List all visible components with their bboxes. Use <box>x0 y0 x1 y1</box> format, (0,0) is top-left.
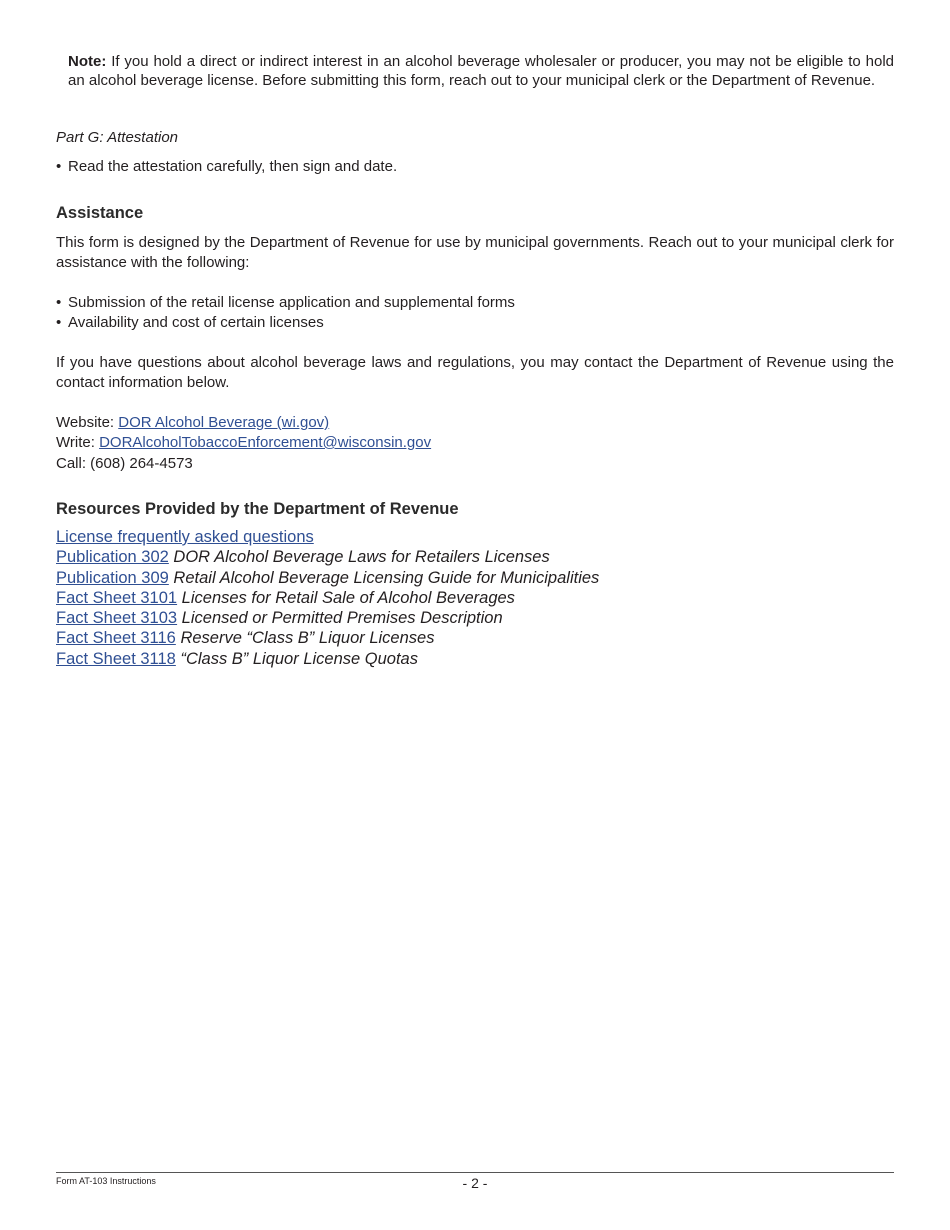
note-paragraph <box>68 52 894 90</box>
bullet-icon: • <box>56 294 62 311</box>
resource-item <box>56 547 599 567</box>
write-label: Write: <box>56 434 100 451</box>
assistance-heading: Assistance <box>56 204 144 222</box>
email-link[interactable]: DORAlcoholTobaccoEnforcement@wisconsin.gov <box>99 434 432 451</box>
resource-link[interactable]: Publication 302 <box>56 548 169 567</box>
note-text: If you hold a direct or indirect interest in an alcohol beverage wholesaler or producer, you may not be eligible to hold an alcohol beverage license. Before submitting this form, reach out to your municipal clerk or the Department of Revenue. <box>68 53 894 89</box>
questions-paragraph: If you have questions about alcohol beverage laws and regulations, you may contact the Department of Revenue using the contact information below. <box>56 354 894 391</box>
resource-link[interactable]: Fact Sheet 3103 <box>56 609 178 628</box>
bullet-icon: • <box>56 158 62 175</box>
resource-item <box>56 649 599 669</box>
assistance-intro: This form is designed by the Department of Revenue for use by municipal governments. Reach out to your municipal clerk for assistance with the following: <box>56 234 894 271</box>
resource-description: Reserve “Class B” Liquor Licenses <box>175 629 435 648</box>
resource-link[interactable]: Fact Sheet 3101 <box>56 588 178 607</box>
assistance-bullet <box>56 293 515 312</box>
part-g-bullet-text: Read the attestation carefully, then sign and date. <box>68 158 398 175</box>
resource-item <box>56 527 599 547</box>
resource-link[interactable]: License frequently asked questions <box>56 528 314 546</box>
resource-link[interactable]: Fact Sheet 3118 <box>56 649 176 668</box>
footer-page-number: - 2 - <box>462 1175 488 1191</box>
call-line: Call: (608) 264-4573 <box>56 455 193 472</box>
resource-item <box>56 628 599 648</box>
resource-item <box>56 588 599 608</box>
resource-description: Retail Alcohol Beverage Licensing Guide for Municipalities <box>168 568 600 587</box>
part-g-heading: Part G: Attestation <box>56 129 178 146</box>
resources-list <box>56 527 599 669</box>
assistance-bullet-text: Submission of the retail license application and supplemental forms <box>68 294 515 311</box>
assistance-bullet-text: Availability and cost of certain licenses <box>68 314 324 331</box>
resource-description: Licenses for Retail Sale of Alcohol Beverages <box>177 588 515 607</box>
footer-divider <box>56 1172 894 1173</box>
resource-link[interactable]: Publication 309 <box>56 568 169 587</box>
resources-heading: Resources Provided by the Department of Revenue <box>56 500 459 518</box>
website-line <box>56 413 329 433</box>
footer-form-name: Form AT-103 Instructions <box>56 1176 156 1186</box>
resource-item <box>56 608 599 628</box>
assistance-bullet <box>56 313 324 332</box>
resource-description: DOR Alcohol Beverage Laws for Retailers Licenses <box>168 548 550 567</box>
note-label: Note: <box>68 53 107 70</box>
write-line <box>56 433 431 453</box>
resource-description: Licensed or Permitted Premises Description <box>177 609 503 628</box>
website-label: Website: <box>56 414 119 431</box>
resource-description: “Class B” Liquor License Quotas <box>175 649 418 668</box>
resource-link[interactable]: Fact Sheet 3116 <box>56 629 176 648</box>
part-g-bullet <box>56 157 397 176</box>
website-link[interactable]: DOR Alcohol Beverage (wi.gov) <box>118 414 330 431</box>
bullet-icon: • <box>56 314 62 331</box>
resource-item <box>56 568 599 588</box>
